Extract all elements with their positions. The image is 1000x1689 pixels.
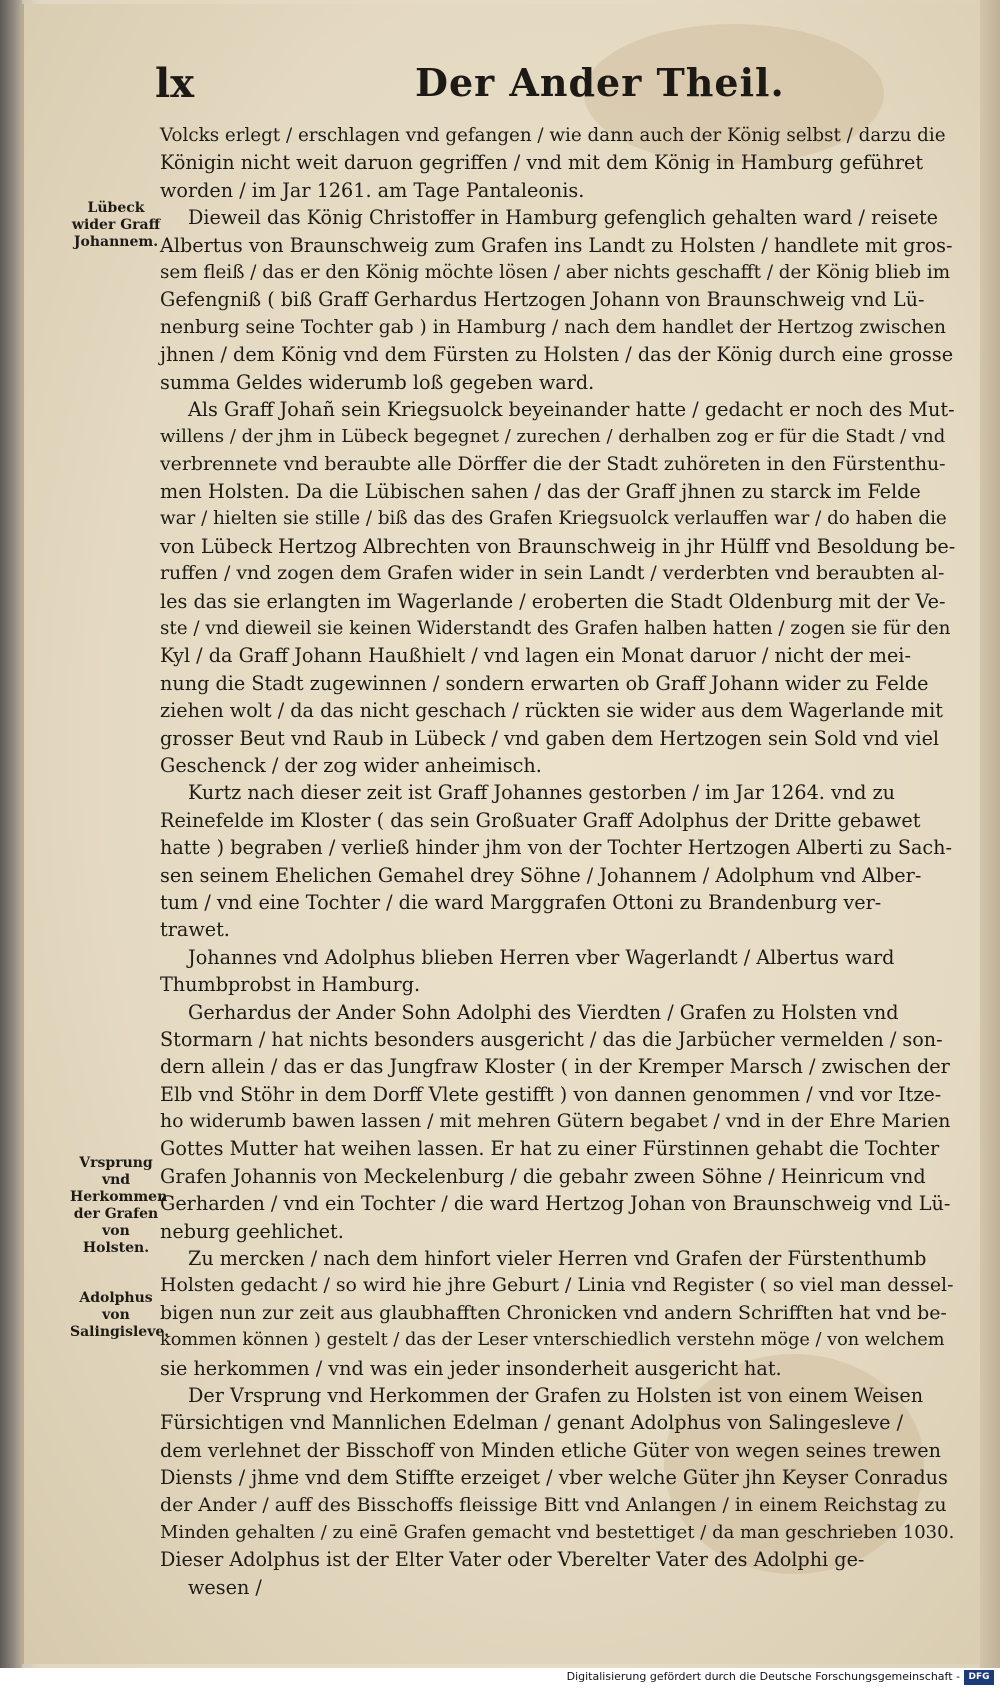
folio-number: lx <box>155 60 195 107</box>
text-line: Königin nicht weit daruon gegriffen / vnd mit dem König in Hamburg geführet <box>160 151 924 175</box>
text-line: Gefengniß ( biß Graff Gerhardus Hertzogen Johann von Braunschweig vnd Lü- <box>160 288 925 312</box>
text-line: Gerharden / vnd ein Tochter / die ward Hertzog Johan von Braunschweig vnd Lü- <box>160 1192 951 1216</box>
binding-shadow <box>0 0 22 1668</box>
text-line: Johannes vnd Adolphus blieben Herren vber Wagerlandt / Albertus ward <box>188 945 895 969</box>
text-line: Minden gehalten / zu einē Grafen gemacht vnd bestettiget / da man geschrieben 1030. <box>160 1521 955 1543</box>
body-text <box>160 122 955 1601</box>
text-line: nenburg seine Tochter gab ) in Hamburg / nach dem handlet der Hertzog zwischen <box>160 316 946 338</box>
text-line: Thumbprobst in Hamburg. <box>160 973 421 997</box>
text-line: les das sie erlangten im Wagerlande / eroberten die Stadt Oldenburg mit der Ve- <box>160 589 946 613</box>
text-line: Grafen Johannis von Meckelenburg / die gebahr zween Söhne / Heinricum vnd <box>160 1164 926 1188</box>
text-line: Stormarn / hat nichts besonders ausgericht / das die Jarbücher vermelden / son- <box>160 1027 943 1051</box>
running-head: Der Ander Theil. <box>415 60 785 105</box>
text-line: Albertus von Braunschweig zum Grafen ins Landt zu Holsten / handlete mit gros- <box>160 233 953 257</box>
text-line: von Lübeck Hertzog Albrechten von Braunschweig in jhr Hülff vnd Besoldung be- <box>160 534 956 558</box>
text-line: grosser Beut vnd Raub in Lübeck / vnd gaben dem Hertzogen sein Sold vnd viel <box>160 726 940 750</box>
text-line: Fürsichtigen vnd Mannlichen Edelman / genant Adolphus von Salingesleve / <box>160 1411 904 1435</box>
text-line: Zu mercken / nach dem hinfort vieler Herren vnd Grafen der Fürstenthumb <box>188 1247 927 1271</box>
text-line: ruffen / vnd zogen dem Grafen wider in sein Landt / verderbten vnd beraubten al- <box>160 562 945 585</box>
text-line: Reinefelde im Kloster ( das sein Großuater Graff Adolphus der Dritte gebawet <box>160 808 921 832</box>
text-line: Geschenck / der zog wider anheimisch. <box>160 753 542 777</box>
text-line: dem verlehnet der Bisschoff von Minden etliche Güter von wegen seines trewen <box>160 1438 941 1462</box>
text-line: hatte ) begraben / verließ hinder jhm von der Tochter Hertzogen Alberti zu Sach- <box>160 836 952 860</box>
text-line: Dieweil das König Christoffer in Hamburg gefenglich gehalten ward / reisete <box>188 206 939 230</box>
text-line: sie herkommen / vnd was ein jeder insonderheit ausgericht hat. <box>160 1356 782 1380</box>
text-line: jhnen / dem König vnd dem Fürsten zu Holsten / das der König durch eine grosse <box>160 343 954 367</box>
text-line: ste / vnd dieweil sie keinen Widerstandt des Grafen halben hatten / zogen sie für den <box>160 618 951 640</box>
text-line: Volcks erlegt / erschlagen vnd gefangen / wie dann auch der König selbst / darzu die <box>160 125 946 146</box>
text-line: sem fleiß / das er den König möchte lösen / aber nichts geschafft / der König blieb im <box>160 261 951 283</box>
margin-note-vrsprung: Vrsprung vnd Herkommen der Grafen von Holsten. <box>70 1155 168 1256</box>
text-line: worden / im Jar 1261. am Tage Pantaleonis. <box>160 178 585 202</box>
text-line: Gottes Mutter hat weihen lassen. Er hat zu einer Fürstinnen gehabt die Tochter <box>160 1137 940 1161</box>
text-line: verbrennete vnd beraubte alle Dörffer die der Stadt zuhöreten in den Fürstenthu- <box>160 452 946 475</box>
text-line: war / hielten sie stille / biß das des Grafen Kriegsuolck verlauffen war / do haben die <box>160 508 947 530</box>
text-line: Als Graff Johañ sein Kriegsuolck beyeinander hatte / gedacht er noch des Mut- <box>188 397 955 421</box>
text-line: Gerhardus der Ander Sohn Adolphi des Vierdten / Grafen zu Holsten vnd <box>188 1000 899 1024</box>
page-edge <box>980 0 1000 1668</box>
text-line: Der Vrsprung vnd Herkommen der Grafen zu Holsten ist von einem Weisen <box>188 1383 924 1407</box>
text-line: der Ander / auff des Bisschoffs fleissige Bitt vnd Anlangen / in einem Reichstag zu <box>160 1493 947 1516</box>
text-line: Holsten gedacht / so wird hie jhre Geburt / Linia vnd Register ( so viel man dessel- <box>160 1274 954 1297</box>
dfg-logo: DFG <box>964 1670 994 1685</box>
margin-note-adolphus: Adolphus von Salingisleve. <box>70 1290 170 1340</box>
text-line: trawet. <box>160 918 230 942</box>
text-line: dern allein / das er das Jungfraw Kloster ( in der Kremper Marsch / zwischen der <box>160 1055 950 1079</box>
footer-credit: Digitalisierung gefördert durch die Deutsche Forschungsgemeinschaft - <box>566 1670 960 1683</box>
text-line: neburg geehlichet. <box>160 1219 344 1243</box>
text-line: kommen können ) gestelt / das der Leser vnterschiedlich verstehn möge / von welchem <box>160 1330 945 1351</box>
text-line: Diensts / jhme vnd dem Stiffte erzeiget / vber welche Güter jhn Keyser Conradus <box>160 1466 948 1490</box>
text-line: wesen / <box>188 1575 262 1599</box>
text-line: nung die Stadt zugewinnen / sondern erwarten ob Graff Johann wider zu Felde <box>160 671 929 695</box>
text-line: ho widerumb bawen lassen / mit mehren Gütern begabet / vnd in der Ehre Marien <box>160 1110 951 1133</box>
text-line: ziehen wolt / da das nicht geschach / rückten sie wider aus dem Wagerlande mit <box>160 699 943 723</box>
text-line: men Holsten. Da die Lübischen sahen / das der Graff jhnen zu starck im Felde <box>160 480 921 504</box>
text-line: sen seinem Ehelichen Gemahel drey Söhne / Johannem / Adolphum vnd Alber- <box>160 863 922 887</box>
margin-note-luebeck: Lübeck wider Graff Johannem. <box>71 200 161 250</box>
text-line: Dieser Adolphus ist der Elter Vater oder Vberelter Vater des Adolphi ge- <box>160 1548 865 1572</box>
text-line: tum / vnd eine Tochter / die ward Marggrafen Ottoni zu Brandenburg ver- <box>160 890 882 914</box>
text-line: Kyl / da Graff Johann Haußhielt / vnd lagen ein Monat daruor / nicht der mei- <box>160 644 911 668</box>
digitization-footer <box>0 1668 1000 1689</box>
text-line: summa Geldes widerumb loß gegeben ward. <box>160 370 595 394</box>
text-line: willens / der jhm in Lübeck begegnet / zurechen / derhalben zog er für die Stadt / vnd <box>160 426 946 448</box>
text-line: bigen nun zur zeit aus glaubhafften Chronicken vnd andern Schrifften hat vnd be- <box>160 1301 947 1324</box>
text-line: Elb vnd Stöhr in dem Dorff Vlete gestifft ) von dannen genommen / vnd vor Itze- <box>160 1082 942 1106</box>
text-line: Kurtz nach dieser zeit ist Graff Johannes gestorben / im Jar 1264. vnd zu <box>188 781 896 805</box>
